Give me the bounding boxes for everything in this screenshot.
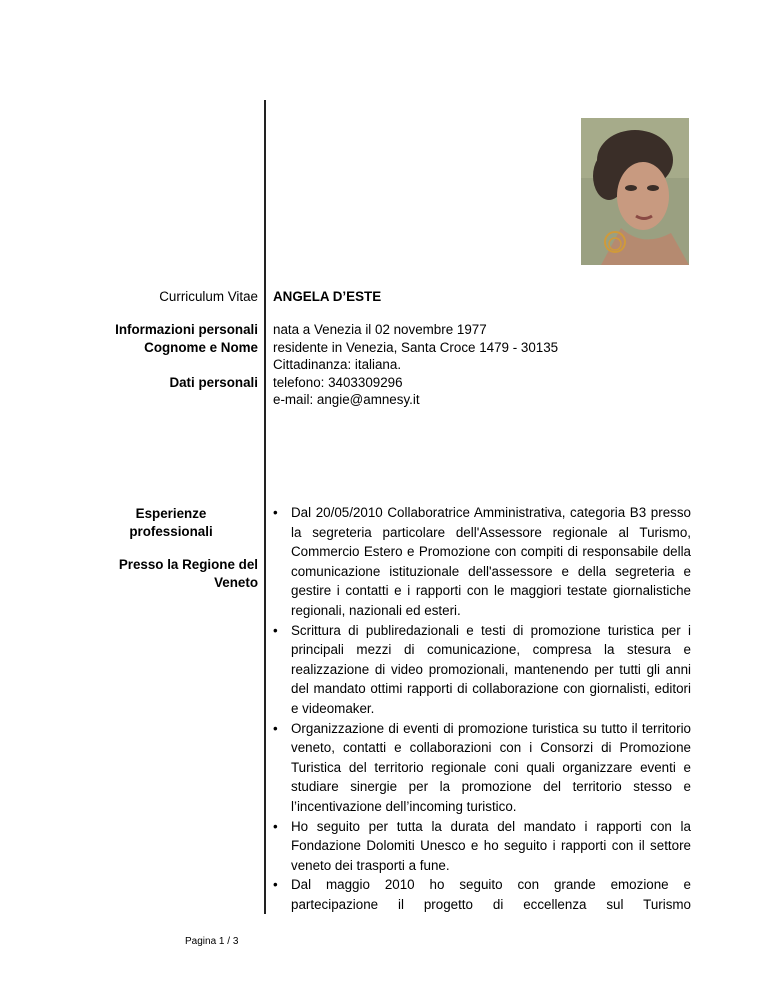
birth-info: nata a Venezia il 02 novembre 1977: [273, 322, 487, 337]
experience-item-text: Ho seguito per tutta la durata del mandato i rapporti con la Fondazione Dolomiti Unesco e ho seguito i rapporti con il settore veneto dei trasporti a fune.: [291, 818, 691, 873]
list-item: [273, 719, 691, 817]
curriculum-vitae-label: Curriculum Vitae: [159, 289, 258, 304]
bullet-icon: •: [273, 505, 278, 520]
full-name-label: Cognome e Nome: [144, 340, 258, 355]
list-item: [273, 503, 691, 621]
vertical-divider: [264, 100, 266, 914]
phone-info: telefono: 3403309296: [273, 375, 403, 390]
bullet-icon: •: [273, 720, 278, 736]
bullet-icon: •: [273, 622, 278, 638]
residence-info: residente in Venezia, Santa Croce 1479 - 30135: [273, 340, 559, 355]
list-item: [273, 817, 691, 876]
profile-photo: [581, 118, 689, 265]
experience-item-text: Organizzazione di eventi di promozione turistica su tutto il territorio veneto, contatti e collaborazioni con i Consorzi di Promozione Turistica del territorio regionale coni quali organizzare eventi e studiare sinergie per la promozione del territorio stesso e l’incentivazione dell’incoming turistico.: [291, 720, 691, 814]
list-item: [273, 621, 691, 719]
experience-item-text: Dal maggio 2010 ho seguito con grande emozione e partecipazione il progetto di eccellenza sul Turismo: [291, 877, 691, 912]
experience-item-text: Scrittura di publiredazionali e testi di promozione turistica per i principali mezzi di comunicazione, compresa la stesura e realizzazione di video promozionali, mantenendo per tutti gli anni del mandato ottimi rapporti di collaborazione con giornalisti, editori e videomaker.: [291, 622, 691, 716]
portrait-photo-icon: [581, 118, 689, 265]
experience-list: [273, 503, 691, 914]
bullet-icon: •: [273, 877, 278, 893]
experience-section-label: [106, 505, 236, 540]
list-item: [273, 875, 691, 914]
org-label-line1: Presso la Regione del: [118, 557, 258, 572]
personal-info-label: Informazioni personali: [115, 322, 258, 337]
page-number: Pagina 1 / 3: [185, 936, 239, 947]
personal-data-label: Dati personali: [169, 375, 258, 390]
experience-label-line2: professionali: [129, 523, 213, 539]
candidate-name: ANGELA D’ESTE: [273, 289, 382, 304]
experience-label-line1: Esperienze: [135, 506, 207, 521]
bullet-icon: •: [273, 818, 278, 834]
citizenship-info: Cittadinanza: italiana.: [273, 357, 402, 372]
org-label-line2: Veneto: [214, 575, 258, 590]
experience-item-text: Dal 20/05/2010 Collaboratrice Amministrativa, categoria B3 presso la segreteria particolare dell'Assessore regionale al Turismo, Commercio Estero e Promozione con compiti di responsabile della comunicazione istituzionale dell'assessore e della segreteria e gestire i contatti e i rapporti con le maggiori testate giornalistiche regionali, nazionali ed esteri.: [291, 505, 691, 618]
email-info: e-mail: angie@amnesy.it: [273, 392, 420, 407]
